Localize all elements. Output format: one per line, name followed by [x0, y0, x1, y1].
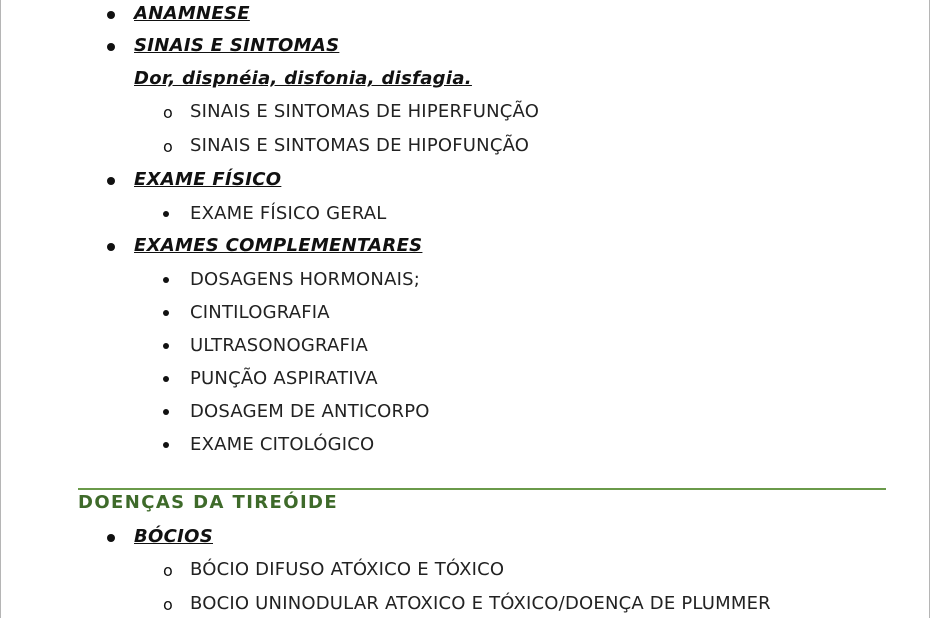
bullet-icon: [107, 534, 115, 542]
heading-sinais-sintomas: SINAIS E SINTOMAS: [134, 35, 340, 56]
bullet-icon: [163, 376, 169, 382]
heading-bocios: BÓCIOS: [134, 526, 213, 547]
bullet-icon: [163, 442, 169, 448]
bullet-icon: [107, 11, 115, 19]
list-item: BÓCIO DIFUSO ATÓXICO E TÓXICO: [190, 559, 505, 580]
circle-bullet-icon: o: [163, 137, 173, 156]
list-item: EXAME FÍSICO GERAL: [190, 203, 387, 224]
list-item: DOSAGENS HORMONAIS;: [190, 269, 421, 290]
list-item: SINAIS E SINTOMAS DE HIPOFUNÇÃO: [190, 135, 530, 156]
list-item: PUNÇÃO ASPIRATIVA: [190, 368, 378, 389]
heading-exames-complementares: EXAMES COMPLEMENTARES: [134, 235, 423, 256]
heading-exame-fisico: EXAME FÍSICO: [134, 169, 282, 190]
section-title-tireoide: DOENÇAS DA TIREÓIDE: [78, 492, 339, 513]
heading-anamnese: ANAMNESE: [134, 3, 250, 24]
list-item: DOSAGEM DE ANTICORPO: [190, 401, 430, 422]
sinais-description: Dor, dispnéia, disfonia, disfagia.: [134, 68, 472, 89]
circle-bullet-icon: o: [163, 595, 173, 614]
circle-bullet-icon: o: [163, 561, 173, 580]
bullet-icon: [163, 310, 169, 316]
circle-bullet-icon: o: [163, 103, 173, 122]
list-item: CINTILOGRAFIA: [190, 302, 330, 323]
bullet-icon: [163, 409, 169, 415]
bullet-icon: [163, 343, 169, 349]
bullet-icon: [107, 177, 115, 185]
bullet-icon: [107, 243, 115, 251]
section-divider: [78, 488, 886, 490]
list-item: ULTRASONOGRAFIA: [190, 335, 369, 356]
bullet-icon: [163, 277, 169, 283]
bullet-icon: [163, 211, 169, 217]
list-item: SINAIS E SINTOMAS DE HIPERFUNÇÃO: [190, 101, 540, 122]
bullet-icon: [107, 43, 115, 51]
list-item: EXAME CITOLÓGICO: [190, 434, 375, 455]
list-item: BOCIO UNINODULAR ATOXICO E TÓXICO/DOENÇA DE PLUMMER: [190, 593, 771, 614]
